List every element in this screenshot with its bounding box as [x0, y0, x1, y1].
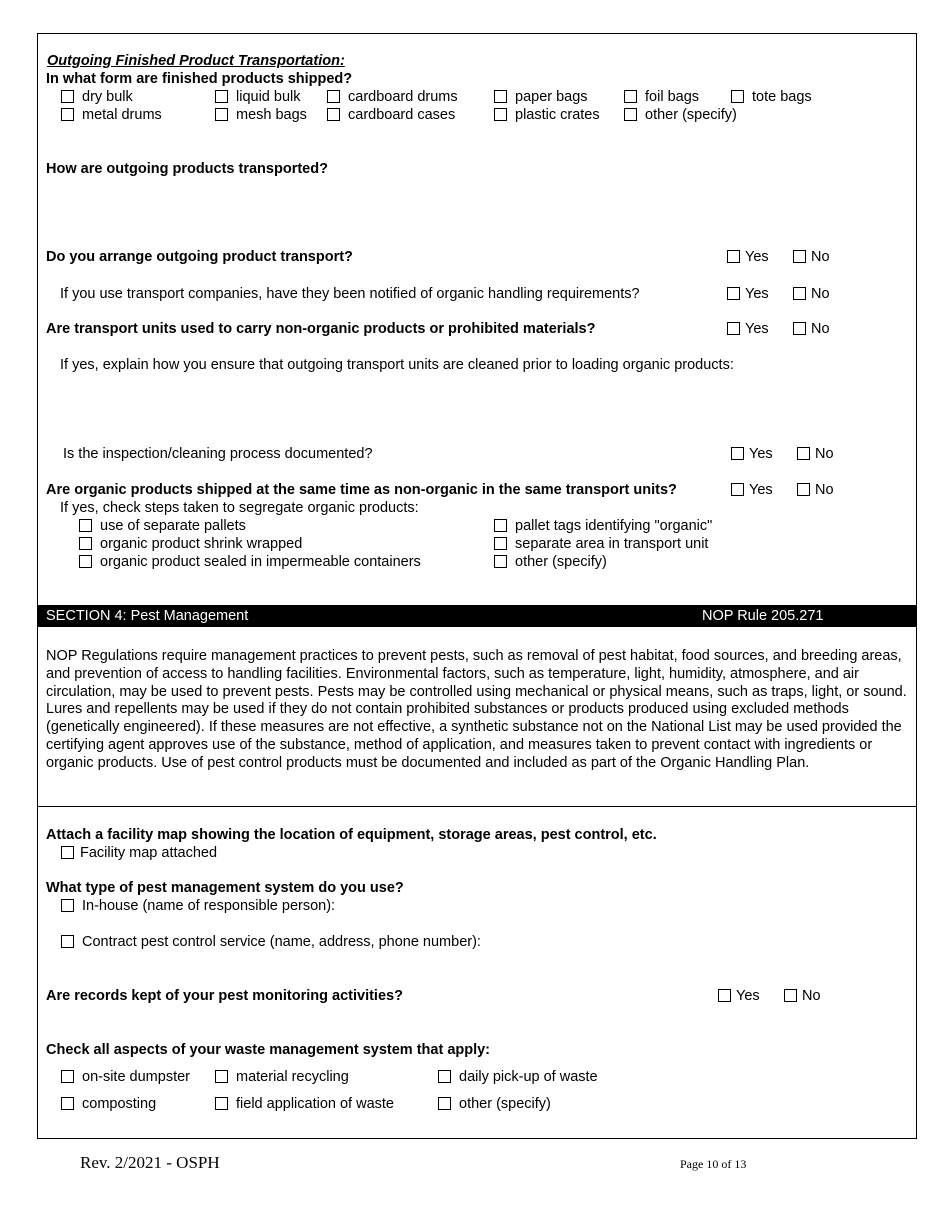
checkbox[interactable] [731, 447, 744, 460]
checkbox[interactable] [793, 322, 806, 335]
same-time-no[interactable]: No [797, 481, 834, 499]
arrange-no[interactable]: No [793, 248, 830, 266]
checkbox[interactable] [494, 519, 507, 532]
segregate-prompt: If yes, check steps taken to segregate organic products: [60, 500, 419, 516]
system-question: What type of pest management system do you use? [46, 880, 404, 896]
waste-daily-pickup[interactable]: daily pick-up of waste [438, 1068, 598, 1086]
checkbox[interactable] [215, 90, 228, 103]
option-in-house[interactable]: In-house (name of responsible person): [61, 897, 335, 915]
option-foil-bags[interactable]: foil bags [624, 88, 699, 106]
same-time-question: Are organic products shipped at the same time as non-organic in the same transport units? [46, 482, 677, 498]
arrange-question: Do you arrange outgoing product transport? [46, 249, 353, 265]
checkbox[interactable] [438, 1097, 451, 1110]
checkbox[interactable] [718, 989, 731, 1002]
documented-no[interactable]: No [797, 445, 834, 463]
section-rule-reference: NOP Rule 205.271 [702, 608, 824, 624]
checkbox[interactable] [731, 483, 744, 496]
checkbox[interactable] [727, 287, 740, 300]
seg-shrink-wrapped[interactable]: organic product shrink wrapped [79, 535, 302, 553]
option-facility-map[interactable]: Facility map attached [61, 844, 217, 862]
waste-composting[interactable]: composting [61, 1095, 156, 1113]
option-mesh-bags[interactable]: mesh bags [215, 106, 307, 124]
option-cardboard-drums[interactable]: cardboard drums [327, 88, 458, 106]
seg-separate-pallets[interactable]: use of separate pallets [79, 517, 246, 535]
waste-field-application[interactable]: field application of waste [215, 1095, 394, 1113]
section-title: SECTION 4: Pest Management [46, 608, 249, 624]
page-number: Page 10 of 13 [680, 1157, 747, 1171]
checkbox[interactable] [61, 1070, 74, 1083]
checkbox[interactable] [61, 899, 74, 912]
checkbox[interactable] [731, 90, 744, 103]
checkbox[interactable] [61, 935, 74, 948]
transport-heading: Outgoing Finished Product Transportation: [47, 53, 345, 69]
seg-sealed-containers[interactable]: organic product sealed in impermeable containers [79, 553, 421, 571]
checkbox[interactable] [793, 287, 806, 300]
checkbox[interactable] [79, 519, 92, 532]
checkbox[interactable] [61, 108, 74, 121]
form-frame [37, 33, 917, 1139]
option-metal-drums[interactable]: metal drums [61, 106, 162, 124]
option-contract-service[interactable]: Contract pest control service (name, address, phone number): [61, 933, 481, 951]
checkbox[interactable] [327, 90, 340, 103]
units-no[interactable]: No [793, 320, 830, 338]
checkbox[interactable] [727, 250, 740, 263]
waste-material-recycling[interactable]: material recycling [215, 1068, 349, 1086]
checkbox[interactable] [624, 108, 637, 121]
notified-no[interactable]: No [793, 285, 830, 303]
waste-onsite-dumpster[interactable]: on-site dumpster [61, 1068, 190, 1086]
checkbox[interactable] [494, 108, 507, 121]
map-question: Attach a facility map showing the location of equipment, storage areas, pest control, etc. [46, 827, 657, 843]
documented-question: Is the inspection/cleaning process documented? [63, 446, 373, 462]
notified-yes[interactable]: Yes [727, 285, 769, 303]
notified-question: If you use transport companies, have they been notified of organic handling requirements? [60, 286, 640, 302]
arrange-yes[interactable]: Yes [727, 248, 769, 266]
checkbox[interactable] [494, 555, 507, 568]
checkbox[interactable] [494, 90, 507, 103]
option-cardboard-cases[interactable]: cardboard cases [327, 106, 455, 124]
explain-prompt: If yes, explain how you ensure that outgoing transport units are cleaned prior to loading organic products: [60, 357, 734, 373]
checkbox[interactable] [61, 90, 74, 103]
same-time-yes[interactable]: Yes [731, 481, 773, 499]
checkbox[interactable] [61, 846, 74, 859]
checkbox[interactable] [797, 483, 810, 496]
records-question: Are records kept of your pest monitoring activities? [46, 988, 403, 1004]
checkbox[interactable] [79, 537, 92, 550]
option-paper-bags[interactable]: paper bags [494, 88, 588, 106]
seg-other-specify[interactable]: other (specify) [494, 553, 607, 571]
waste-question: Check all aspects of your waste management system that apply: [46, 1042, 491, 1058]
option-plastic-crates[interactable]: plastic crates [494, 106, 600, 124]
checkbox[interactable] [215, 108, 228, 121]
option-tote-bags[interactable]: tote bags [731, 88, 812, 106]
nop-regulations-paragraph: NOP Regulations require management practices to prevent pests, such as removal of pest habitat, food sources, and breeding areas, and prevention of access to handling facilities. Environmental factors, such as temperature, light, humidity, atmosphere, and air circulation, may be used to prevent pests. Pests may be controlled using mechanical or physical means, such as traps, light, or sound. Lures and repellents may be used if they do not contain prohibited substances or products produced using excluded methods (genetically engineered). If these measures are not effective, a synthetic substance not on the National List may be used provided the certifying agent approves use of the substance, method of application, and measures taken to prevent contact with ingredients or organic products. Use of pest control products must be documented and included as part of the Organic Handling Plan. [46, 648, 907, 771]
how-question: How are outgoing products transported? [46, 161, 328, 177]
records-yes[interactable]: Yes [718, 987, 760, 1005]
checkbox[interactable] [784, 989, 797, 1002]
checkbox[interactable] [215, 1070, 228, 1083]
checkbox[interactable] [793, 250, 806, 263]
checkbox[interactable] [727, 322, 740, 335]
checkbox[interactable] [797, 447, 810, 460]
option-liquid-bulk[interactable]: liquid bulk [215, 88, 301, 106]
waste-other-specify[interactable]: other (specify) [438, 1095, 551, 1113]
records-no[interactable]: No [784, 987, 821, 1005]
checkbox[interactable] [79, 555, 92, 568]
checkbox[interactable] [624, 90, 637, 103]
units-question: Are transport units used to carry non-organic products or prohibited materials? [46, 321, 596, 337]
seg-pallet-tags[interactable]: pallet tags identifying "organic" [494, 517, 712, 535]
divider [37, 806, 917, 807]
revision-label: Rev. 2/2021 - OSPH [80, 1153, 220, 1172]
checkbox[interactable] [327, 108, 340, 121]
option-dry-bulk[interactable]: dry bulk [61, 88, 133, 106]
units-yes[interactable]: Yes [727, 320, 769, 338]
seg-separate-area[interactable]: separate area in transport unit [494, 535, 708, 553]
form-question: In what form are finished products shipped? [46, 71, 353, 87]
checkbox[interactable] [438, 1070, 451, 1083]
documented-yes[interactable]: Yes [731, 445, 773, 463]
checkbox[interactable] [215, 1097, 228, 1110]
section-header-bar [37, 605, 917, 627]
checkbox[interactable] [61, 1097, 74, 1110]
checkbox[interactable] [494, 537, 507, 550]
option-other-specify[interactable]: other (specify) [624, 106, 737, 124]
